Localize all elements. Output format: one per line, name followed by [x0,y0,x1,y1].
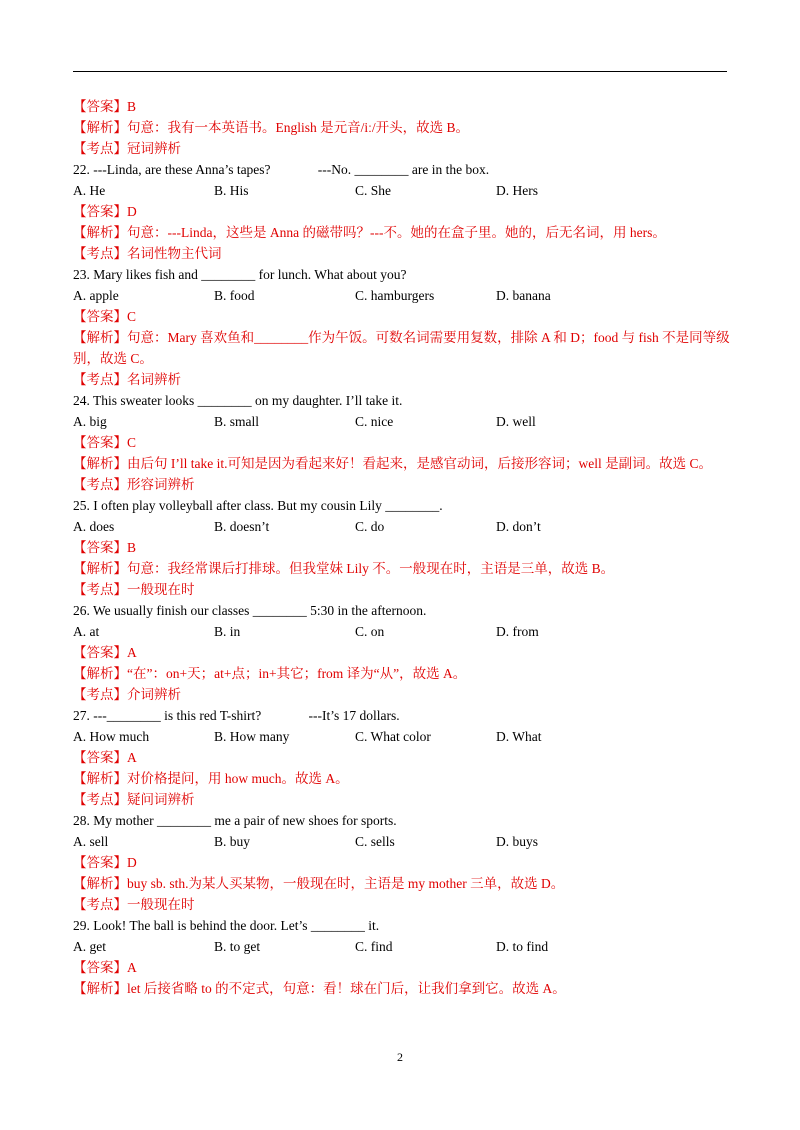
question-stem: 23. Mary likes fish and ________ for lunch. What about you? [73,267,407,282]
question-block [73,705,733,810]
question-stem: 27. ---________ is this red T-shirt? ---It’s 17 dollars. [73,708,400,723]
option-a: A. does [73,519,115,534]
option-c: C. do [355,519,385,534]
option-row [73,621,733,642]
option-row [73,936,733,957]
option-c: C. on [355,624,385,639]
analysis-line: 【解析】句意：我经常课后打排球。但我堂妹 Lily 不。一般现在时，主语是三单，故选 B。 [73,561,615,576]
option-row [73,285,733,306]
option-a: A. He [73,183,106,198]
option-b: B. How many [214,729,290,744]
option-a: A. apple [73,288,119,303]
option-d: D. What [496,729,542,744]
option-d: D. don’t [496,519,541,534]
option-c: C. find [355,939,393,954]
question-stem: 22. ---Linda, are these Anna’s tapes? ---No. ________ are in the box. [73,162,490,177]
answer-line: 【答案】D [73,855,137,870]
option-row [73,831,733,852]
option-c: C. sells [355,834,395,849]
analysis-line: 【解析】句意：---Linda，这些是 Anna 的磁带吗？---不。她的在盒子里。她的，后无名词，用 hers。 [73,225,666,240]
option-row [73,516,733,537]
point-line: 【考点】一般现在时 [73,582,195,597]
answer-line: 【答案】C [73,435,137,450]
analysis-line: 【解析】let 后接省略 to 的不定式，句意：看！球在门后，让我们拿到它。故选 A。 [73,981,566,996]
option-c: C. What color [355,729,431,744]
option-d: D. well [496,414,536,429]
analysis-line: 【解析】由后句 I’ll take it.可知是因为看起来好！看起来，是感官动词，后接形容词；well 是副词。故选 C。 [73,456,712,471]
answer-line: 【答案】B [73,540,137,555]
document-body [73,96,733,999]
option-b: B. small [214,414,260,429]
answer-line: 【答案】B [73,99,137,114]
option-b: B. food [214,288,255,303]
analysis-line: 【解析】buy sb. sth.为某人买某物，一般现在时，主语是 my mother 三单，故选 D。 [73,876,565,891]
option-d: D. Hers [496,183,538,198]
question-stem: 24. This sweater looks ________ on my daughter. I’ll take it. [73,393,403,408]
option-d: D. banana [496,288,551,303]
page-number: 2 [397,1050,403,1064]
question-block [73,159,733,264]
point-line: 【考点】名词辨析 [73,372,181,387]
option-row [73,180,733,201]
question-block [73,810,733,915]
question-stem: 28. My mother ________ me a pair of new shoes for sports. [73,813,397,828]
question-list [73,159,733,999]
option-a: A. get [73,939,106,954]
answer-line: 【答案】D [73,204,137,219]
option-b: B. His [214,183,249,198]
point-line: 【考点】疑问词辨析 [73,792,195,807]
point-line: 【考点】名词性物主代词 [73,246,222,261]
analysis-line: 【解析】对价格提问，用 how much。故选 A。 [73,771,349,786]
analysis-line: 【解析】句意：我有一本英语书。English 是元音/iː/开头，故选 B。 [73,120,470,135]
answer-line: 【答案】A [73,960,137,975]
option-d: D. to find [496,939,549,954]
answer-line: 【答案】A [73,645,137,660]
point-line: 【考点】介词辨析 [73,687,181,702]
option-c: C. hamburgers [355,288,435,303]
option-c: C. nice [355,414,394,429]
option-b: B. doesn’t [214,519,270,534]
question-stem: 25. I often play volleyball after class. But my cousin Lily ________. [73,498,443,513]
question-block [73,264,733,390]
point-line: 【考点】一般现在时 [73,897,195,912]
option-row [73,411,733,432]
question-block [73,600,733,705]
analysis-line: 【解析】“在”：on+天；at+点；in+其它；from 译为“从”，故选 A。 [73,666,467,681]
answer-line: 【答案】C [73,309,137,324]
option-d: D. buys [496,834,539,849]
header-rule [73,71,727,72]
option-b: B. in [214,624,241,639]
question-block [73,390,733,495]
point-line: 【考点】冠词辨析 [73,141,181,156]
answer-line: 【答案】A [73,750,137,765]
option-a: A. How much [73,729,150,744]
option-b: B. buy [214,834,251,849]
option-c: C. She [355,183,392,198]
option-b: B. to get [214,939,261,954]
analysis-line: 【解析】句意：Mary 喜欢鱼和________作为午饭。可数名词需要用复数，排除 A 和 D；food 与 fish 不是同等级别，故选 C。 [73,330,730,366]
question-block [73,915,733,999]
option-d: D. from [496,624,539,639]
option-a: A. sell [73,834,109,849]
question-stem: 29. Look! The ball is behind the door. Let’s ________ it. [73,918,380,933]
option-row [73,726,733,747]
point-line: 【考点】形容词辨析 [73,477,195,492]
option-a: A. at [73,624,100,639]
question-block [73,495,733,600]
option-a: A. big [73,414,107,429]
question-stem: 26. We usually finish our classes ________ 5:30 in the afternoon. [73,603,427,618]
